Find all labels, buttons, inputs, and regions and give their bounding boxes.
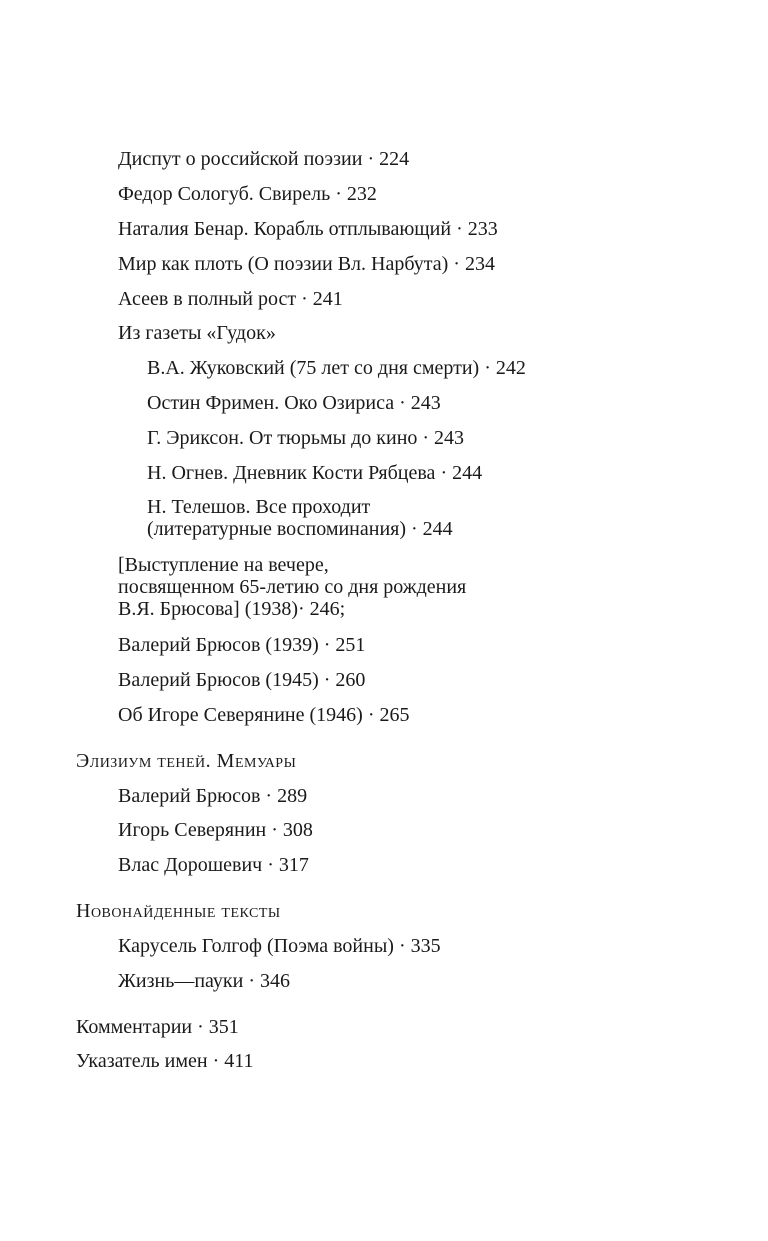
toc-entry: Игорь Северянин · 308 [118, 819, 313, 841]
toc-entry-line: В.Я. Брюсова] (1938)· 246; [118, 598, 346, 620]
toc-entry: Мир как плоть (О поэзии Вл. Нарбута) · 234 [118, 253, 495, 275]
toc-subentry: Г. Эриксон. От тюрьмы до кино · 243 [147, 427, 465, 449]
toc-entry: Валерий Брюсов (1945) · 260 [118, 669, 366, 691]
toc-section-heading: Новонайденные тексты [76, 900, 281, 922]
toc-subentry-line: Н. Телешов. Все проходит [147, 496, 371, 518]
toc-subentry-line: (литературные воспоминания) · 244 [147, 518, 453, 540]
toc-subentry: Остин Фримен. Око Озириса · 243 [147, 392, 441, 414]
toc-entry: Асеев в полный рост · 241 [118, 288, 343, 310]
toc-subentry-multiline [147, 496, 453, 540]
toc-subentry: В.А. Жуковский (75 лет со дня смерти) · 242 [147, 357, 526, 379]
toc-entry-top: Комментарии · 351 [76, 1016, 239, 1038]
toc-section-heading: Элизиум теней. Мемуары [76, 750, 297, 772]
toc-entry-line: посвященном 65-летию со дня рождения [118, 576, 467, 598]
toc-entry: Валерий Брюсов (1939) · 251 [118, 634, 366, 656]
toc-entry-top: Указатель имен · 411 [76, 1050, 254, 1072]
toc-entry: Карусель Голгоф (Поэма войны) · 335 [118, 935, 441, 957]
toc-entry: Жизнь—пауки · 346 [118, 970, 290, 992]
toc-subsection-title: Из газеты «Гудок» [118, 322, 276, 344]
toc-entry-multiline [118, 554, 466, 620]
toc-entry: Наталия Бенар. Корабль отплывающий · 233 [118, 218, 498, 240]
toc-entry-line: [Выступление на вечере, [118, 554, 329, 576]
toc-entry: Об Игоре Северянине (1946) · 265 [118, 704, 410, 726]
toc-entry: Федор Сологуб. Свирель · 232 [118, 183, 377, 205]
toc-subentry: Н. Огнев. Дневник Кости Рябцева · 244 [147, 462, 483, 484]
toc-entry: Диспут о российской поэзии · 224 [118, 148, 410, 170]
toc-entry: Валерий Брюсов · 289 [118, 785, 308, 807]
toc-entry: Влас Дорошевич · 317 [118, 854, 309, 876]
